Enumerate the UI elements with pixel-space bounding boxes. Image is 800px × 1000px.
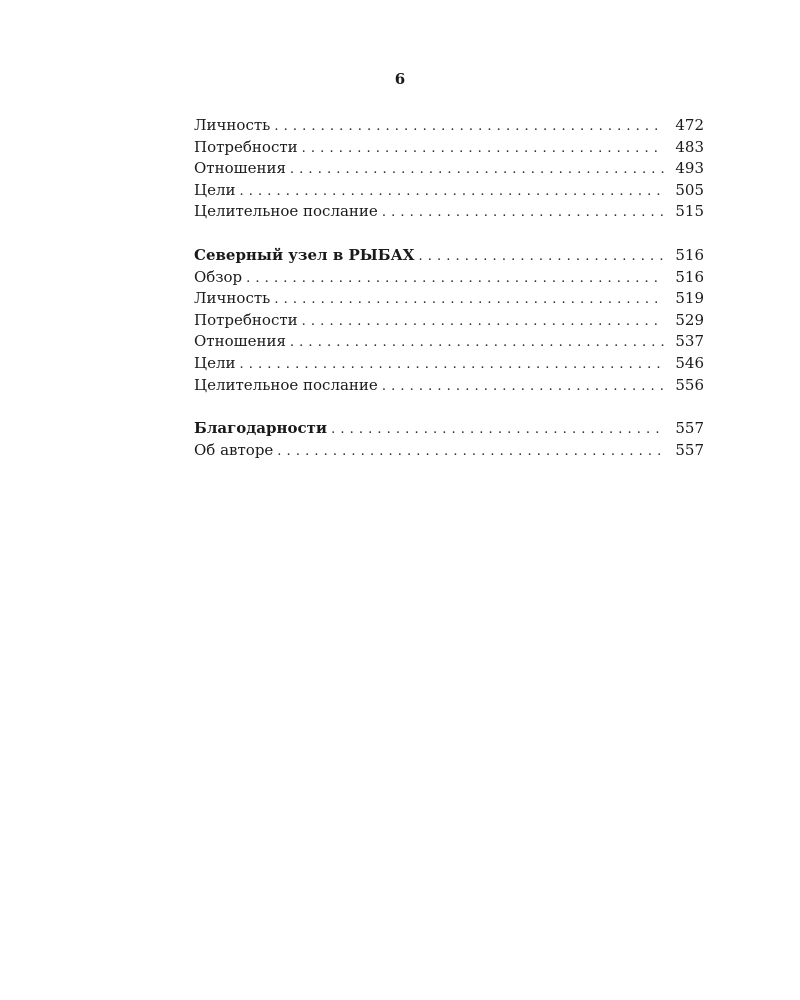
toc-dot-leader [239,181,664,203]
toc-entry-page: 529 [675,310,704,329]
toc-entry-title: Цели [194,353,236,372]
page-number: 6 [394,70,406,88]
toc-dot-leader [302,138,664,160]
toc-entry-page: 556 [675,375,704,394]
toc-entry[interactable] [194,288,704,310]
toc-entry[interactable] [194,375,704,397]
toc-entry[interactable] [194,180,704,202]
toc-entry[interactable] [194,115,704,137]
toc-dot-leader [331,419,664,441]
toc-entry-page: 483 [675,137,704,156]
toc-entry[interactable] [194,331,704,353]
toc-entry[interactable] [194,137,704,159]
toc-dot-leader [382,376,664,398]
toc-section-heading[interactable] [194,418,704,440]
toc-entry-title: Северный узел в РЫБАХ [194,245,415,264]
toc-entry-title: Отношения [194,332,286,351]
toc-entry-title: Потребности [194,137,298,156]
toc-dot-leader [274,116,664,138]
toc-entry-title: Цели [194,180,236,199]
toc-dot-leader [302,311,664,333]
toc-entry-title: Потребности [194,310,298,329]
toc-entry-title: Целительное послание [194,202,378,221]
toc-entry-page: 557 [675,419,704,438]
toc-dot-leader [239,354,664,376]
toc-entry-page: 516 [675,245,704,264]
toc-entry-page: 515 [675,202,704,221]
toc-entry-title: Целительное послание [194,375,378,394]
toc-entry-page: 557 [675,440,704,459]
toc-entry-page: 493 [675,159,704,178]
toc-entry-title: Отношения [194,159,286,178]
toc-dot-leader [290,159,664,181]
toc-entry[interactable] [194,267,704,289]
toc-entry-page: 537 [675,332,704,351]
toc-entry[interactable] [194,353,704,375]
toc-entry-title: Личность [194,116,271,134]
toc-entry-title: Благодарности [194,419,328,438]
toc-dot-leader [277,441,664,463]
toc-entry-page: 505 [675,180,704,199]
toc-entry[interactable] [194,440,704,462]
toc-dot-leader [418,246,664,268]
toc-entry-page: 472 [675,116,704,134]
toc-group [194,115,704,223]
toc-group [194,418,704,461]
toc-dot-leader [382,202,664,224]
toc-entry-title: Об авторе [194,440,274,459]
toc-entry-page: 516 [675,267,704,286]
toc-entry-page: 546 [675,353,704,372]
table-of-contents [194,115,704,461]
toc-entry[interactable] [194,158,704,180]
toc-section-heading[interactable] [194,245,704,267]
toc-group [194,245,704,396]
toc-entry-title: Обзор [194,267,243,286]
toc-dot-leader [274,289,664,311]
toc-entry[interactable] [194,310,704,332]
toc-entry-title: Личность [194,289,271,308]
toc-dot-leader [290,332,664,354]
toc-entry-page: 519 [675,289,704,308]
toc-dot-leader [246,268,664,290]
toc-entry[interactable] [194,201,704,223]
